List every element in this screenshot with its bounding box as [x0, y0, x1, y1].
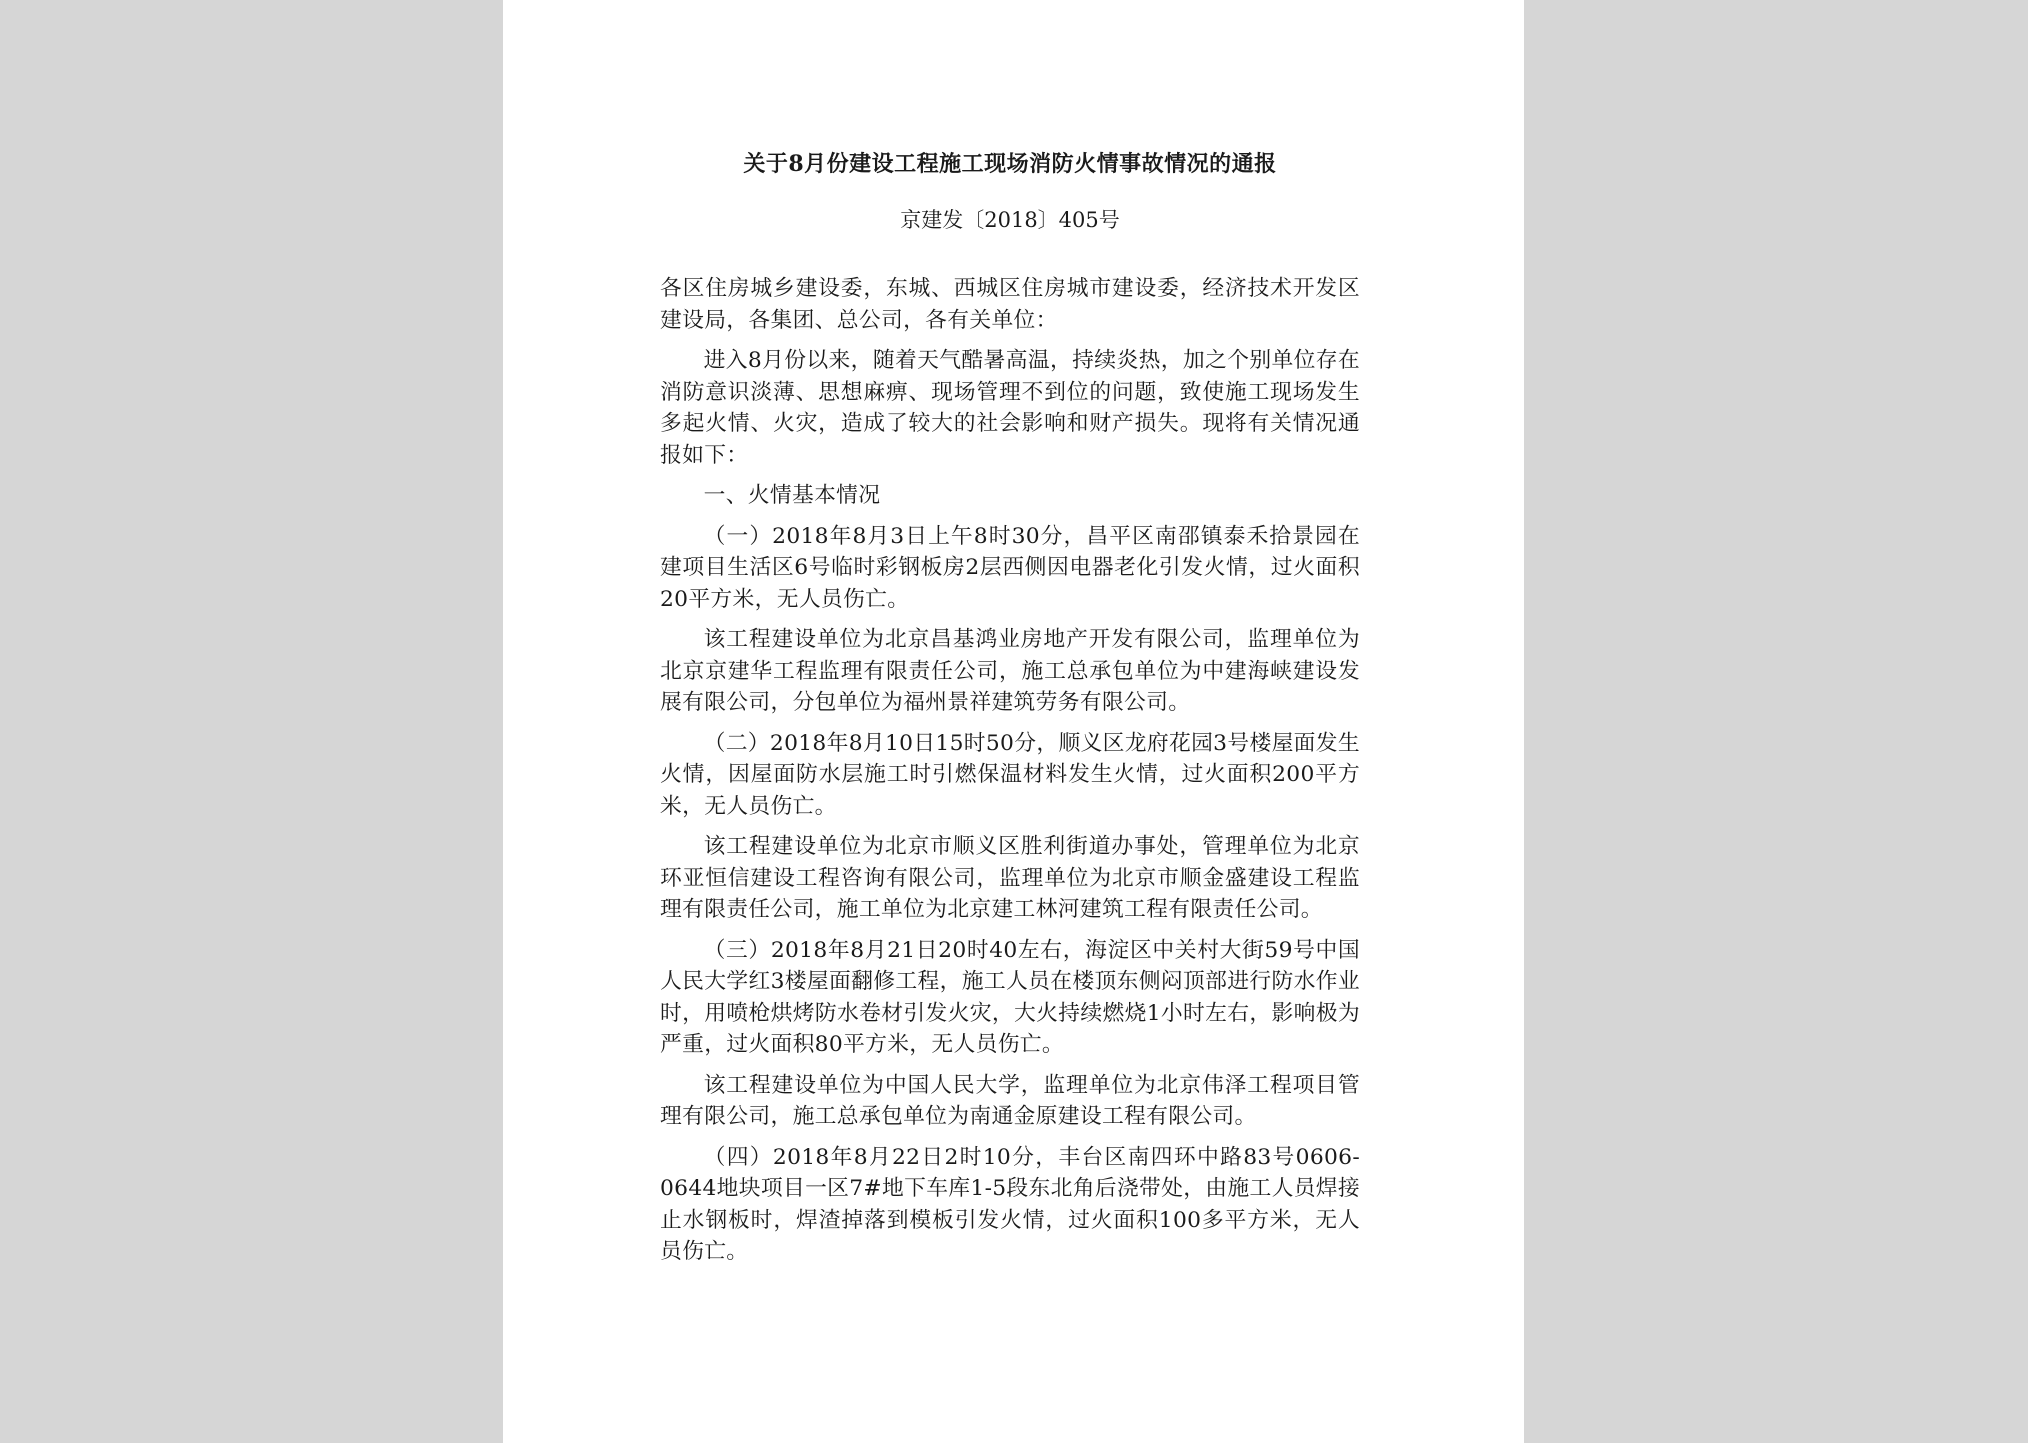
document-title: 关于8月份建设工程施工现场消防火情事故情况的通报: [743, 151, 1277, 177]
body-paragraph: 各区住房城乡建设委，东城、西城区住房城市建设委，经济技术开发区建设局，各集团、总公司，各有关单位：: [660, 276, 1360, 333]
body-paragraph: 一、火情基本情况: [703, 483, 881, 508]
document-body: [660, 273, 1360, 1277]
body-paragraph: （二）2018年8月10日15时50分，顺义区龙府花园3号楼屋面发生火情，因屋面防水层施工时引燃保温材料发生火情，过火面积200平方米，无人员伤亡。: [660, 730, 1360, 819]
body-paragraph: 进入8月份以来，随着天气酷暑高温，持续炎热，加之个别单位存在消防意识淡薄、思想麻痹、现场管理不到位的问题，致使施工现场发生多起火情、火灾，造成了较大的社会影响和财产损失。现将有关情况通报如下：: [660, 348, 1360, 468]
body-paragraph: 该工程建设单位为中国人民大学，监理单位为北京伟泽工程项目管理有限公司，施工总承包单位为南通金原建设工程有限公司。: [660, 1072, 1360, 1129]
body-paragraph: （四）2018年8月22日2时10分，丰台区南四环中路83号0606-0644地块项目一区7#地下车库1-5段东北角后浇带处，由施工人员焊接止水钢板时，焊渣掉落到模板引发火情，过火面积100多平方米，无人员伤亡。: [660, 1144, 1360, 1264]
body-paragraph: 该工程建设单位为北京昌基鸿业房地产开发有限公司，监理单位为北京京建华工程监理有限责任公司，施工总承包单位为中建海峡建设发展有限公司，分包单位为福州景祥建筑劳务有限公司。: [660, 627, 1360, 715]
body-paragraph: （三）2018年8月21日20时40左右，海淀区中关村大街59号中国人民大学红3楼屋面翻修工程，施工人员在楼顶东侧闷顶部进行防水作业时，用喷枪烘烤防水卷材引发火灾，大火持续燃烧1小时左右，影响极为严重，过火面积80平方米，无人员伤亡。: [660, 937, 1360, 1057]
document-page: [503, 0, 1524, 1443]
document-number: 京建发〔2018〕405号: [900, 208, 1120, 232]
body-paragraph: 该工程建设单位为北京市顺义区胜利街道办事处，管理单位为北京环亚恒信建设工程咨询有限公司，监理单位为北京市顺金盛建设工程监理有限责任公司，施工单位为北京建工林河建筑工程有限责任公司。: [660, 834, 1360, 922]
body-paragraph: （一）2018年8月3日上午8时30分，昌平区南邵镇泰禾拾景园在建项目生活区6号临时彩钢板房2层西侧因电器老化引发火情，过火面积20平方米，无人员伤亡。: [660, 523, 1360, 612]
